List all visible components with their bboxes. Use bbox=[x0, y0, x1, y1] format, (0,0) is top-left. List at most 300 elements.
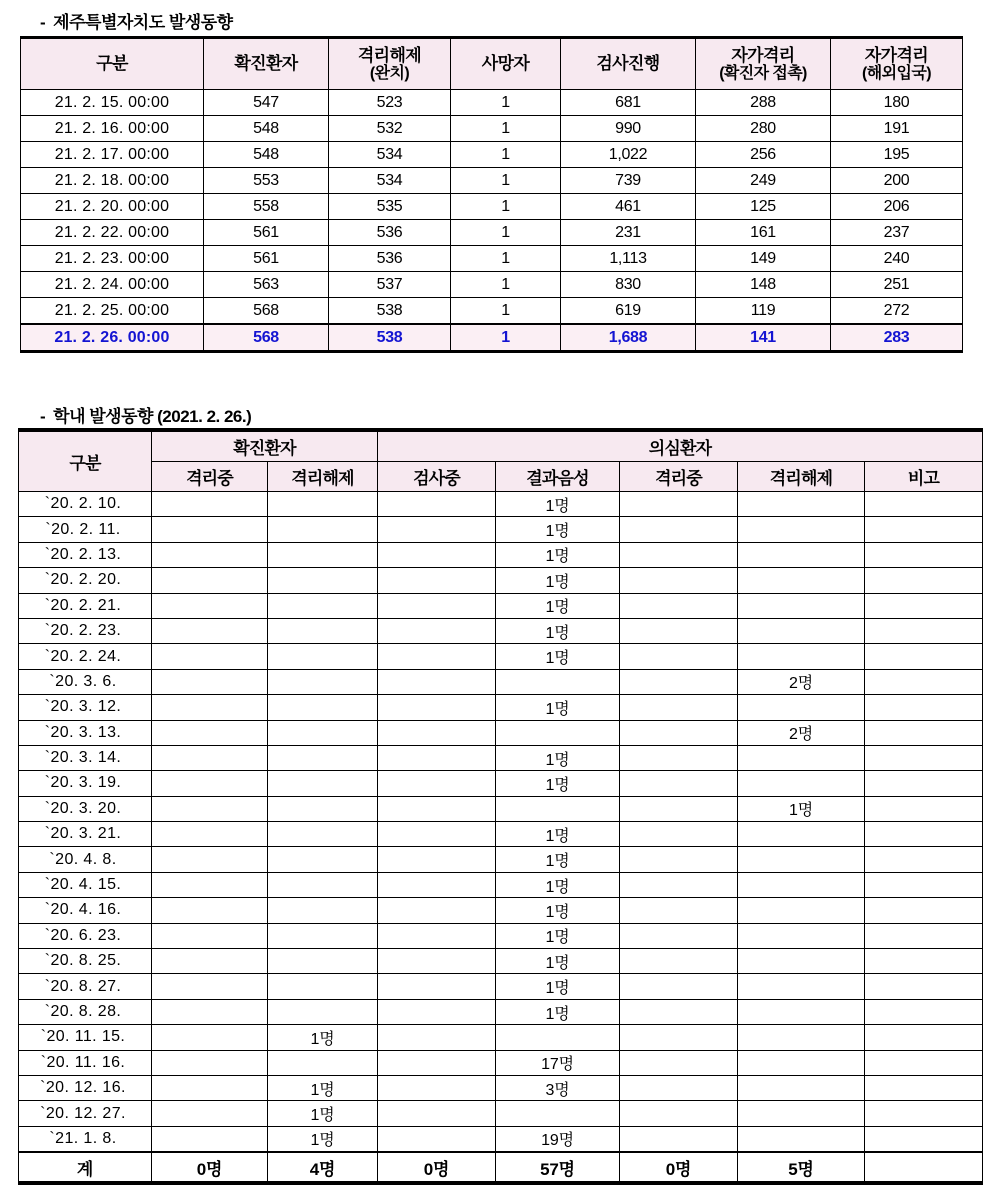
campus-cell-confirmed-isolating bbox=[152, 949, 268, 974]
campus-cell-confirmed-released bbox=[268, 542, 378, 567]
campus-cell-confirmed-isolating bbox=[152, 1075, 268, 1100]
table-row bbox=[19, 822, 983, 847]
campus-cell-suspected-negative: 1명 bbox=[496, 745, 620, 770]
campus-header-suspected-isolating: 격리중 bbox=[620, 462, 738, 492]
campus-cell-date: `20. 3. 12. bbox=[19, 695, 152, 720]
province-cell-quarantine-overseas: 237 bbox=[831, 220, 963, 246]
table-row bbox=[19, 618, 983, 643]
province-cell-released: 538 bbox=[329, 324, 451, 352]
province-cell-testing: 1,022 bbox=[561, 142, 696, 168]
province-cell-deaths: 1 bbox=[451, 272, 561, 298]
campus-cell-suspected-testing bbox=[378, 974, 496, 999]
province-cell-date: 21. 2. 18. 00:00 bbox=[21, 168, 204, 194]
table-row bbox=[19, 720, 983, 745]
province-cell-quarantine-contact: 256 bbox=[696, 142, 831, 168]
campus-cell-remarks bbox=[865, 1075, 983, 1100]
province-cell-quarantine-contact: 141 bbox=[696, 324, 831, 352]
campus-cell-suspected-released bbox=[738, 872, 865, 897]
table-row bbox=[19, 771, 983, 796]
campus-cell-suspected-released bbox=[738, 847, 865, 872]
table-row bbox=[19, 593, 983, 618]
campus-cell-suspected-negative: 1명 bbox=[496, 847, 620, 872]
province-header-released: 격리해제 (완치) bbox=[329, 38, 451, 90]
province-cell-quarantine-overseas: 272 bbox=[831, 298, 963, 325]
campus-header-row-top bbox=[19, 430, 983, 462]
province-cell-released: 535 bbox=[329, 194, 451, 220]
campus-cell-suspected-released bbox=[738, 745, 865, 770]
campus-cell-suspected-released bbox=[738, 695, 865, 720]
campus-cell-suspected-isolating bbox=[620, 771, 738, 796]
campus-cell-suspected-testing bbox=[378, 1101, 496, 1126]
campus-cell-suspected-negative: 1명 bbox=[496, 923, 620, 948]
province-cell-testing: 1,688 bbox=[561, 324, 696, 352]
campus-cell-confirmed-isolating bbox=[152, 923, 268, 948]
campus-cell-remarks bbox=[865, 517, 983, 542]
campus-cell-date: `20. 4. 15. bbox=[19, 872, 152, 897]
campus-cell-suspected-isolating bbox=[620, 593, 738, 618]
campus-total-confirmed-released: 4명 bbox=[268, 1152, 378, 1183]
campus-header-suspected-released: 격리해제 bbox=[738, 462, 865, 492]
campus-total-remarks bbox=[865, 1152, 983, 1183]
province-cell-date: 21. 2. 20. 00:00 bbox=[21, 194, 204, 220]
table-row bbox=[19, 1126, 983, 1152]
campus-cell-confirmed-isolating bbox=[152, 542, 268, 567]
campus-cell-confirmed-isolating bbox=[152, 644, 268, 669]
campus-cell-suspected-negative: 3명 bbox=[496, 1075, 620, 1100]
province-cell-quarantine-contact: 119 bbox=[696, 298, 831, 325]
campus-cell-suspected-negative: 1명 bbox=[496, 949, 620, 974]
province-cell-confirmed: 561 bbox=[204, 220, 329, 246]
table-row bbox=[19, 1101, 983, 1126]
campus-cell-confirmed-released bbox=[268, 568, 378, 593]
campus-cell-suspected-released bbox=[738, 771, 865, 796]
campus-cell-date: `20. 3. 21. bbox=[19, 822, 152, 847]
table-row bbox=[19, 1025, 983, 1050]
campus-cell-confirmed-released bbox=[268, 618, 378, 643]
province-cell-confirmed: 548 bbox=[204, 116, 329, 142]
caption-dash-icon: - bbox=[40, 13, 46, 32]
province-cell-quarantine-overseas: 251 bbox=[831, 272, 963, 298]
table-row bbox=[19, 796, 983, 821]
campus-cell-confirmed-isolating bbox=[152, 517, 268, 542]
province-cell-testing: 990 bbox=[561, 116, 696, 142]
campus-cell-suspected-released bbox=[738, 1126, 865, 1152]
table-row bbox=[19, 542, 983, 567]
campus-cell-confirmed-isolating bbox=[152, 796, 268, 821]
campus-cell-confirmed-released: 1명 bbox=[268, 1025, 378, 1050]
campus-cell-remarks bbox=[865, 593, 983, 618]
campus-cell-suspected-released bbox=[738, 1101, 865, 1126]
campus-cell-suspected-negative bbox=[496, 1101, 620, 1126]
campus-cell-suspected-negative bbox=[496, 720, 620, 745]
campus-cell-suspected-isolating bbox=[620, 1075, 738, 1100]
campus-cell-date: `20. 2. 11. bbox=[19, 517, 152, 542]
campus-header-row-sub bbox=[19, 462, 983, 492]
campus-cell-suspected-testing bbox=[378, 1126, 496, 1152]
campus-cell-date: `20. 2. 13. bbox=[19, 542, 152, 567]
province-cell-quarantine-overseas: 240 bbox=[831, 246, 963, 272]
campus-cell-suspected-testing bbox=[378, 1075, 496, 1100]
province-cell-confirmed: 568 bbox=[204, 324, 329, 352]
province-cell-date: 21. 2. 26. 00:00 bbox=[21, 324, 204, 352]
campus-cell-remarks bbox=[865, 796, 983, 821]
campus-cell-suspected-isolating bbox=[620, 492, 738, 517]
campus-cell-remarks bbox=[865, 745, 983, 770]
province-trend-table bbox=[20, 36, 963, 353]
table-row bbox=[19, 568, 983, 593]
campus-cell-suspected-negative: 1명 bbox=[496, 822, 620, 847]
province-table-body bbox=[21, 90, 963, 352]
table-row bbox=[19, 974, 983, 999]
campus-cell-confirmed-isolating bbox=[152, 1101, 268, 1126]
campus-cell-confirmed-isolating bbox=[152, 720, 268, 745]
campus-cell-suspected-isolating bbox=[620, 542, 738, 567]
campus-cell-confirmed-isolating bbox=[152, 771, 268, 796]
province-cell-deaths: 1 bbox=[451, 298, 561, 325]
campus-cell-suspected-testing bbox=[378, 568, 496, 593]
table-row bbox=[19, 999, 983, 1024]
campus-header-suspected-testing: 검사중 bbox=[378, 462, 496, 492]
province-cell-released: 538 bbox=[329, 298, 451, 325]
campus-cell-date: `20. 2. 20. bbox=[19, 568, 152, 593]
province-header-deaths: 사망자 bbox=[451, 38, 561, 90]
campus-cell-suspected-isolating bbox=[620, 999, 738, 1024]
table-row bbox=[21, 246, 963, 272]
province-cell-quarantine-overseas: 283 bbox=[831, 324, 963, 352]
campus-cell-suspected-testing bbox=[378, 949, 496, 974]
province-header-confirmed: 확진환자 bbox=[204, 38, 329, 90]
campus-cell-confirmed-isolating bbox=[152, 898, 268, 923]
province-cell-released: 536 bbox=[329, 246, 451, 272]
campus-cell-suspected-isolating bbox=[620, 974, 738, 999]
campus-cell-remarks bbox=[865, 542, 983, 567]
campus-cell-confirmed-isolating bbox=[152, 618, 268, 643]
campus-cell-confirmed-released: 1명 bbox=[268, 1075, 378, 1100]
campus-cell-suspected-testing bbox=[378, 492, 496, 517]
campus-cell-suspected-isolating bbox=[620, 949, 738, 974]
province-cell-released: 532 bbox=[329, 116, 451, 142]
campus-header-confirmed-released: 격리해제 bbox=[268, 462, 378, 492]
province-header-quarantine-overseas: 자가격리 (해외입국) bbox=[831, 38, 963, 90]
campus-cell-date: `20. 2. 10. bbox=[19, 492, 152, 517]
campus-cell-suspected-isolating bbox=[620, 695, 738, 720]
campus-cell-date: `20. 3. 6. bbox=[19, 669, 152, 694]
province-cell-date: 21. 2. 22. 00:00 bbox=[21, 220, 204, 246]
province-header-testing: 검사진행 bbox=[561, 38, 696, 90]
campus-cell-confirmed-released bbox=[268, 517, 378, 542]
province-cell-quarantine-contact: 288 bbox=[696, 90, 831, 116]
province-cell-quarantine-overseas: 195 bbox=[831, 142, 963, 168]
campus-cell-remarks bbox=[865, 1050, 983, 1075]
campus-cell-date: `20. 8. 27. bbox=[19, 974, 152, 999]
province-cell-released: 537 bbox=[329, 272, 451, 298]
campus-cell-date: `20. 8. 25. bbox=[19, 949, 152, 974]
campus-cell-confirmed-released bbox=[268, 644, 378, 669]
campus-cell-suspected-negative: 1명 bbox=[496, 542, 620, 567]
campus-cell-suspected-isolating bbox=[620, 822, 738, 847]
campus-cell-confirmed-released bbox=[268, 695, 378, 720]
campus-cell-suspected-negative: 1명 bbox=[496, 898, 620, 923]
campus-cell-suspected-testing bbox=[378, 923, 496, 948]
campus-cell-confirmed-released bbox=[268, 745, 378, 770]
campus-cell-suspected-released bbox=[738, 923, 865, 948]
campus-cell-suspected-negative bbox=[496, 669, 620, 694]
campus-cell-date: `20. 3. 19. bbox=[19, 771, 152, 796]
campus-cell-remarks bbox=[865, 695, 983, 720]
campus-cell-suspected-negative: 1명 bbox=[496, 618, 620, 643]
table-row bbox=[19, 669, 983, 694]
table-row bbox=[19, 517, 983, 542]
campus-cell-suspected-testing bbox=[378, 771, 496, 796]
campus-cell-date: `20. 2. 23. bbox=[19, 618, 152, 643]
province-cell-released: 534 bbox=[329, 168, 451, 194]
table-row bbox=[21, 324, 963, 352]
campus-cell-remarks bbox=[865, 974, 983, 999]
campus-cell-date: `20. 4. 8. bbox=[19, 847, 152, 872]
province-cell-date: 21. 2. 23. 00:00 bbox=[21, 246, 204, 272]
campus-cell-suspected-negative: 1명 bbox=[496, 974, 620, 999]
campus-cell-remarks bbox=[865, 1101, 983, 1126]
campus-cell-suspected-isolating bbox=[620, 898, 738, 923]
campus-cell-date: `21. 1. 8. bbox=[19, 1126, 152, 1152]
campus-total-date: 계 bbox=[19, 1152, 152, 1183]
table-row bbox=[19, 644, 983, 669]
campus-cell-confirmed-released bbox=[268, 593, 378, 618]
campus-cell-date: `20. 2. 24. bbox=[19, 644, 152, 669]
campus-cell-suspected-negative: 1명 bbox=[496, 568, 620, 593]
campus-cell-remarks bbox=[865, 669, 983, 694]
province-cell-deaths: 1 bbox=[451, 220, 561, 246]
campus-cell-suspected-testing bbox=[378, 1025, 496, 1050]
campus-cell-suspected-negative: 19명 bbox=[496, 1126, 620, 1152]
campus-cell-remarks bbox=[865, 898, 983, 923]
campus-cell-confirmed-released bbox=[268, 949, 378, 974]
province-cell-quarantine-contact: 280 bbox=[696, 116, 831, 142]
province-caption-text: 제주특별자치도 발생동향 bbox=[53, 13, 233, 32]
table-row bbox=[19, 695, 983, 720]
province-cell-date: 21. 2. 25. 00:00 bbox=[21, 298, 204, 325]
campus-cell-suspected-released bbox=[738, 1025, 865, 1050]
campus-cell-date: `20. 6. 23. bbox=[19, 923, 152, 948]
campus-cell-confirmed-released bbox=[268, 923, 378, 948]
campus-cell-suspected-testing bbox=[378, 796, 496, 821]
campus-cell-suspected-released bbox=[738, 974, 865, 999]
campus-cell-confirmed-released bbox=[268, 999, 378, 1024]
campus-header-confirmed-isolating: 격리중 bbox=[152, 462, 268, 492]
campus-cell-suspected-negative: 17명 bbox=[496, 1050, 620, 1075]
campus-cell-confirmed-released bbox=[268, 796, 378, 821]
province-cell-testing: 1,113 bbox=[561, 246, 696, 272]
campus-cell-date: `20. 3. 20. bbox=[19, 796, 152, 821]
campus-cell-confirmed-isolating bbox=[152, 695, 268, 720]
campus-total-suspected-testing: 0명 bbox=[378, 1152, 496, 1183]
province-cell-deaths: 1 bbox=[451, 142, 561, 168]
campus-cell-suspected-released bbox=[738, 492, 865, 517]
table-row bbox=[21, 116, 963, 142]
province-cell-testing: 461 bbox=[561, 194, 696, 220]
table-row bbox=[21, 220, 963, 246]
campus-cell-suspected-isolating bbox=[620, 517, 738, 542]
province-cell-confirmed: 553 bbox=[204, 168, 329, 194]
table-row bbox=[19, 1050, 983, 1075]
campus-header-suspected-negative: 결과음성 bbox=[496, 462, 620, 492]
campus-cell-suspected-negative: 1명 bbox=[496, 771, 620, 796]
campus-cell-suspected-testing bbox=[378, 1050, 496, 1075]
campus-cell-confirmed-released bbox=[268, 822, 378, 847]
campus-cell-suspected-released bbox=[738, 568, 865, 593]
campus-cell-confirmed-isolating bbox=[152, 847, 268, 872]
province-cell-quarantine-overseas: 191 bbox=[831, 116, 963, 142]
province-cell-deaths: 1 bbox=[451, 116, 561, 142]
campus-header-category: 구분 bbox=[19, 430, 152, 492]
campus-cell-confirmed-isolating bbox=[152, 593, 268, 618]
campus-table-body bbox=[19, 492, 983, 1184]
campus-cell-date: `20. 3. 13. bbox=[19, 720, 152, 745]
table-row bbox=[21, 142, 963, 168]
caption-dash-icon-2: - bbox=[40, 407, 46, 426]
table-row bbox=[21, 272, 963, 298]
campus-cell-remarks bbox=[865, 1126, 983, 1152]
campus-cell-confirmed-released bbox=[268, 898, 378, 923]
province-cell-quarantine-contact: 148 bbox=[696, 272, 831, 298]
campus-cell-suspected-testing bbox=[378, 695, 496, 720]
campus-cell-suspected-isolating bbox=[620, 872, 738, 897]
campus-cell-confirmed-isolating bbox=[152, 822, 268, 847]
campus-cell-suspected-released bbox=[738, 1050, 865, 1075]
province-cell-quarantine-overseas: 206 bbox=[831, 194, 963, 220]
campus-cell-suspected-released bbox=[738, 999, 865, 1024]
province-cell-confirmed: 548 bbox=[204, 142, 329, 168]
campus-cell-suspected-testing bbox=[378, 593, 496, 618]
campus-cell-confirmed-released bbox=[268, 974, 378, 999]
province-cell-quarantine-contact: 149 bbox=[696, 246, 831, 272]
province-section-caption bbox=[40, 8, 233, 33]
campus-cell-confirmed-released bbox=[268, 847, 378, 872]
table-row bbox=[19, 847, 983, 872]
campus-cell-remarks bbox=[865, 1025, 983, 1050]
table-row bbox=[19, 745, 983, 770]
campus-cell-remarks bbox=[865, 771, 983, 796]
campus-cell-date: `20. 4. 16. bbox=[19, 898, 152, 923]
campus-cell-confirmed-released bbox=[268, 1050, 378, 1075]
campus-cell-confirmed-released: 1명 bbox=[268, 1126, 378, 1152]
campus-cell-remarks bbox=[865, 618, 983, 643]
table-row bbox=[19, 492, 983, 517]
campus-cell-suspected-negative: 1명 bbox=[496, 492, 620, 517]
campus-header-group-confirmed: 확진환자 bbox=[152, 430, 378, 462]
table-row bbox=[21, 298, 963, 325]
campus-cell-date: `20. 11. 15. bbox=[19, 1025, 152, 1050]
table-row bbox=[19, 898, 983, 923]
campus-cell-confirmed-isolating bbox=[152, 492, 268, 517]
campus-cell-remarks bbox=[865, 644, 983, 669]
campus-cell-suspected-isolating bbox=[620, 923, 738, 948]
table-row bbox=[21, 194, 963, 220]
campus-cell-remarks bbox=[865, 999, 983, 1024]
province-cell-date: 21. 2. 24. 00:00 bbox=[21, 272, 204, 298]
province-cell-quarantine-contact: 125 bbox=[696, 194, 831, 220]
campus-cell-suspected-isolating bbox=[620, 847, 738, 872]
campus-cell-suspected-testing bbox=[378, 872, 496, 897]
province-cell-deaths: 1 bbox=[451, 194, 561, 220]
campus-cell-suspected-isolating bbox=[620, 720, 738, 745]
campus-cell-suspected-released bbox=[738, 593, 865, 618]
province-cell-confirmed: 563 bbox=[204, 272, 329, 298]
province-cell-deaths: 1 bbox=[451, 324, 561, 352]
campus-cell-suspected-testing bbox=[378, 898, 496, 923]
campus-cell-date: `20. 11. 16. bbox=[19, 1050, 152, 1075]
campus-cell-confirmed-isolating bbox=[152, 1050, 268, 1075]
province-cell-quarantine-contact: 249 bbox=[696, 168, 831, 194]
table-row bbox=[19, 949, 983, 974]
campus-cell-suspected-released: 2명 bbox=[738, 720, 865, 745]
campus-cell-remarks bbox=[865, 872, 983, 897]
campus-cell-suspected-testing bbox=[378, 669, 496, 694]
campus-cell-confirmed-isolating bbox=[152, 974, 268, 999]
campus-cell-remarks bbox=[865, 568, 983, 593]
province-header-row bbox=[21, 38, 963, 90]
campus-cell-suspected-released bbox=[738, 517, 865, 542]
campus-cell-confirmed-isolating bbox=[152, 1025, 268, 1050]
campus-cell-suspected-released: 2명 bbox=[738, 669, 865, 694]
province-cell-testing: 619 bbox=[561, 298, 696, 325]
campus-cell-suspected-isolating bbox=[620, 1126, 738, 1152]
campus-cell-confirmed-isolating bbox=[152, 999, 268, 1024]
campus-cell-remarks bbox=[865, 949, 983, 974]
campus-cell-suspected-isolating bbox=[620, 669, 738, 694]
campus-cell-suspected-negative: 1명 bbox=[496, 695, 620, 720]
campus-cell-suspected-negative: 1명 bbox=[496, 517, 620, 542]
province-cell-date: 21. 2. 17. 00:00 bbox=[21, 142, 204, 168]
campus-cell-remarks bbox=[865, 923, 983, 948]
province-cell-testing: 830 bbox=[561, 272, 696, 298]
campus-cell-suspected-released bbox=[738, 898, 865, 923]
campus-cell-suspected-testing bbox=[378, 542, 496, 567]
campus-cell-remarks bbox=[865, 492, 983, 517]
campus-total-suspected-isolating: 0명 bbox=[620, 1152, 738, 1183]
campus-cell-date: `20. 8. 28. bbox=[19, 999, 152, 1024]
campus-cell-date: `20. 2. 21. bbox=[19, 593, 152, 618]
province-cell-date: 21. 2. 15. 00:00 bbox=[21, 90, 204, 116]
campus-cell-suspected-isolating bbox=[620, 644, 738, 669]
campus-cell-suspected-negative bbox=[496, 1025, 620, 1050]
campus-cell-suspected-testing bbox=[378, 720, 496, 745]
table-row bbox=[19, 923, 983, 948]
campus-total-confirmed-isolating: 0명 bbox=[152, 1152, 268, 1183]
campus-cell-date: `20. 12. 27. bbox=[19, 1101, 152, 1126]
campus-cell-suspected-released bbox=[738, 618, 865, 643]
campus-cell-suspected-isolating bbox=[620, 796, 738, 821]
campus-cell-confirmed-isolating bbox=[152, 669, 268, 694]
province-header-category: 구분 bbox=[21, 38, 204, 90]
province-cell-deaths: 1 bbox=[451, 168, 561, 194]
campus-cell-confirmed-isolating bbox=[152, 1126, 268, 1152]
campus-header-remarks: 비고 bbox=[865, 462, 983, 492]
campus-cell-suspected-isolating bbox=[620, 1025, 738, 1050]
campus-total-suspected-released: 5명 bbox=[738, 1152, 865, 1183]
province-cell-released: 534 bbox=[329, 142, 451, 168]
campus-cell-confirmed-released bbox=[268, 872, 378, 897]
province-cell-quarantine-overseas: 180 bbox=[831, 90, 963, 116]
province-cell-testing: 231 bbox=[561, 220, 696, 246]
province-cell-confirmed: 568 bbox=[204, 298, 329, 325]
campus-cell-suspected-released bbox=[738, 1075, 865, 1100]
campus-cell-remarks bbox=[865, 720, 983, 745]
province-cell-quarantine-overseas: 200 bbox=[831, 168, 963, 194]
campus-header-group-suspected: 의심환자 bbox=[378, 430, 983, 462]
campus-cell-suspected-released bbox=[738, 949, 865, 974]
province-cell-testing: 681 bbox=[561, 90, 696, 116]
